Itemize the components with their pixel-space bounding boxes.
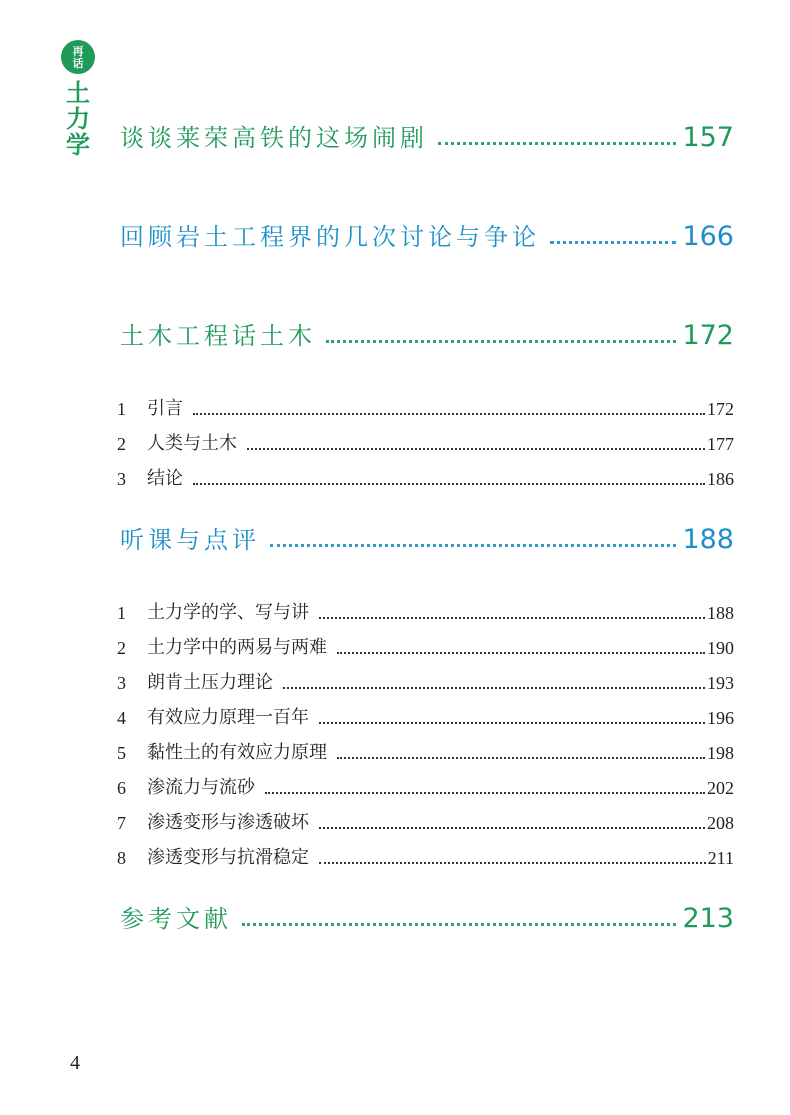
section-title: 参考文献 — [120, 905, 232, 933]
dot-leader — [319, 862, 706, 864]
toc-section[interactable] — [120, 316, 734, 351]
entry-title: 结论 — [147, 468, 183, 489]
toc-entry[interactable] — [117, 738, 734, 764]
entry-number: 3 — [117, 673, 126, 693]
entry-title: 土力学的学、写与讲 — [147, 602, 309, 623]
entry-title: 朗肯土压力理论 — [147, 672, 273, 693]
entry-title: 人类与土木 — [147, 433, 237, 454]
toc-entry[interactable] — [117, 464, 734, 490]
section-title: 土木工程话土木 — [120, 322, 316, 350]
section-title: 回顾岩土工程界的几次讨论与争论 — [120, 223, 540, 251]
dot-leader — [550, 241, 676, 244]
dot-leader — [337, 757, 705, 759]
entry-number: 4 — [117, 708, 126, 728]
entry-title: 渗流力与流砂 — [147, 777, 255, 798]
entry-page: 177 — [707, 434, 734, 454]
entry-page: 196 — [707, 708, 734, 728]
dot-leader — [265, 792, 705, 794]
dot-leader — [319, 827, 705, 829]
toc-entry[interactable] — [117, 668, 734, 694]
entry-number: 2 — [117, 638, 126, 658]
entry-title: 土力学中的两易与两难 — [147, 637, 327, 658]
entry-number: 7 — [117, 813, 126, 833]
entry-number: 8 — [117, 848, 126, 868]
series-title — [66, 80, 90, 158]
section-page: 166 — [682, 221, 734, 252]
entry-title: 渗透变形与抗滑稳定 — [147, 847, 309, 868]
dot-leader — [193, 413, 705, 415]
entry-page: 198 — [707, 743, 734, 763]
entry-title: 渗透变形与渗透破坏 — [147, 812, 309, 833]
section-page: 157 — [682, 122, 734, 153]
toc-entry[interactable] — [117, 808, 734, 834]
page-number: 4 — [70, 1052, 80, 1074]
entry-number: 3 — [117, 469, 126, 489]
section-page: 172 — [682, 320, 734, 351]
dot-leader — [326, 340, 676, 343]
section-page: 213 — [682, 903, 734, 934]
toc-section[interactable] — [120, 217, 734, 252]
toc-entry[interactable] — [117, 429, 734, 455]
dot-leader — [242, 923, 676, 926]
dot-leader — [193, 483, 705, 485]
entry-title: 有效应力原理一百年 — [147, 707, 309, 728]
section-title: 听课与点评 — [120, 526, 260, 554]
entry-number: 1 — [117, 399, 126, 419]
series-logo — [58, 40, 98, 158]
entry-page: 202 — [707, 778, 734, 798]
entry-number: 6 — [117, 778, 126, 798]
dot-leader — [319, 617, 705, 619]
entry-page: 186 — [707, 469, 734, 489]
entry-page: 172 — [707, 399, 734, 419]
dot-leader — [247, 448, 705, 450]
entry-title: 引言 — [147, 398, 183, 419]
entry-number: 2 — [117, 434, 126, 454]
badge-icon — [61, 40, 95, 74]
toc-entry[interactable] — [117, 773, 734, 799]
entry-page: 190 — [707, 638, 734, 658]
section-page: 188 — [682, 524, 734, 555]
entry-number: 1 — [117, 603, 126, 623]
dot-leader — [438, 142, 676, 145]
entry-number: 5 — [117, 743, 126, 763]
dot-leader — [319, 722, 705, 724]
toc-entry[interactable] — [117, 703, 734, 729]
dot-leader — [270, 544, 676, 547]
entry-page: 193 — [707, 673, 734, 693]
series-title-char: 力 — [66, 105, 90, 133]
toc-entry[interactable] — [117, 843, 734, 869]
toc-entry[interactable] — [117, 394, 734, 420]
toc-entry[interactable] — [117, 633, 734, 659]
toc-section[interactable] — [120, 899, 734, 934]
badge-char-1: 再 — [72, 45, 84, 58]
entry-title: 黏性土的有效应力原理 — [147, 742, 327, 763]
dot-leader — [337, 652, 705, 654]
toc-section[interactable] — [120, 520, 734, 555]
entry-page: 208 — [707, 813, 734, 833]
series-title-char: 学 — [66, 131, 90, 159]
section-title: 谈谈莱荣高铁的这场闹剧 — [120, 124, 428, 152]
badge-char-2: 话 — [72, 57, 84, 70]
dot-leader — [283, 687, 705, 689]
entry-page: 211 — [707, 848, 734, 868]
entry-page: 188 — [707, 603, 734, 623]
toc-entry[interactable] — [117, 598, 734, 624]
series-title-char: 土 — [66, 79, 90, 107]
toc-section[interactable] — [120, 118, 734, 153]
